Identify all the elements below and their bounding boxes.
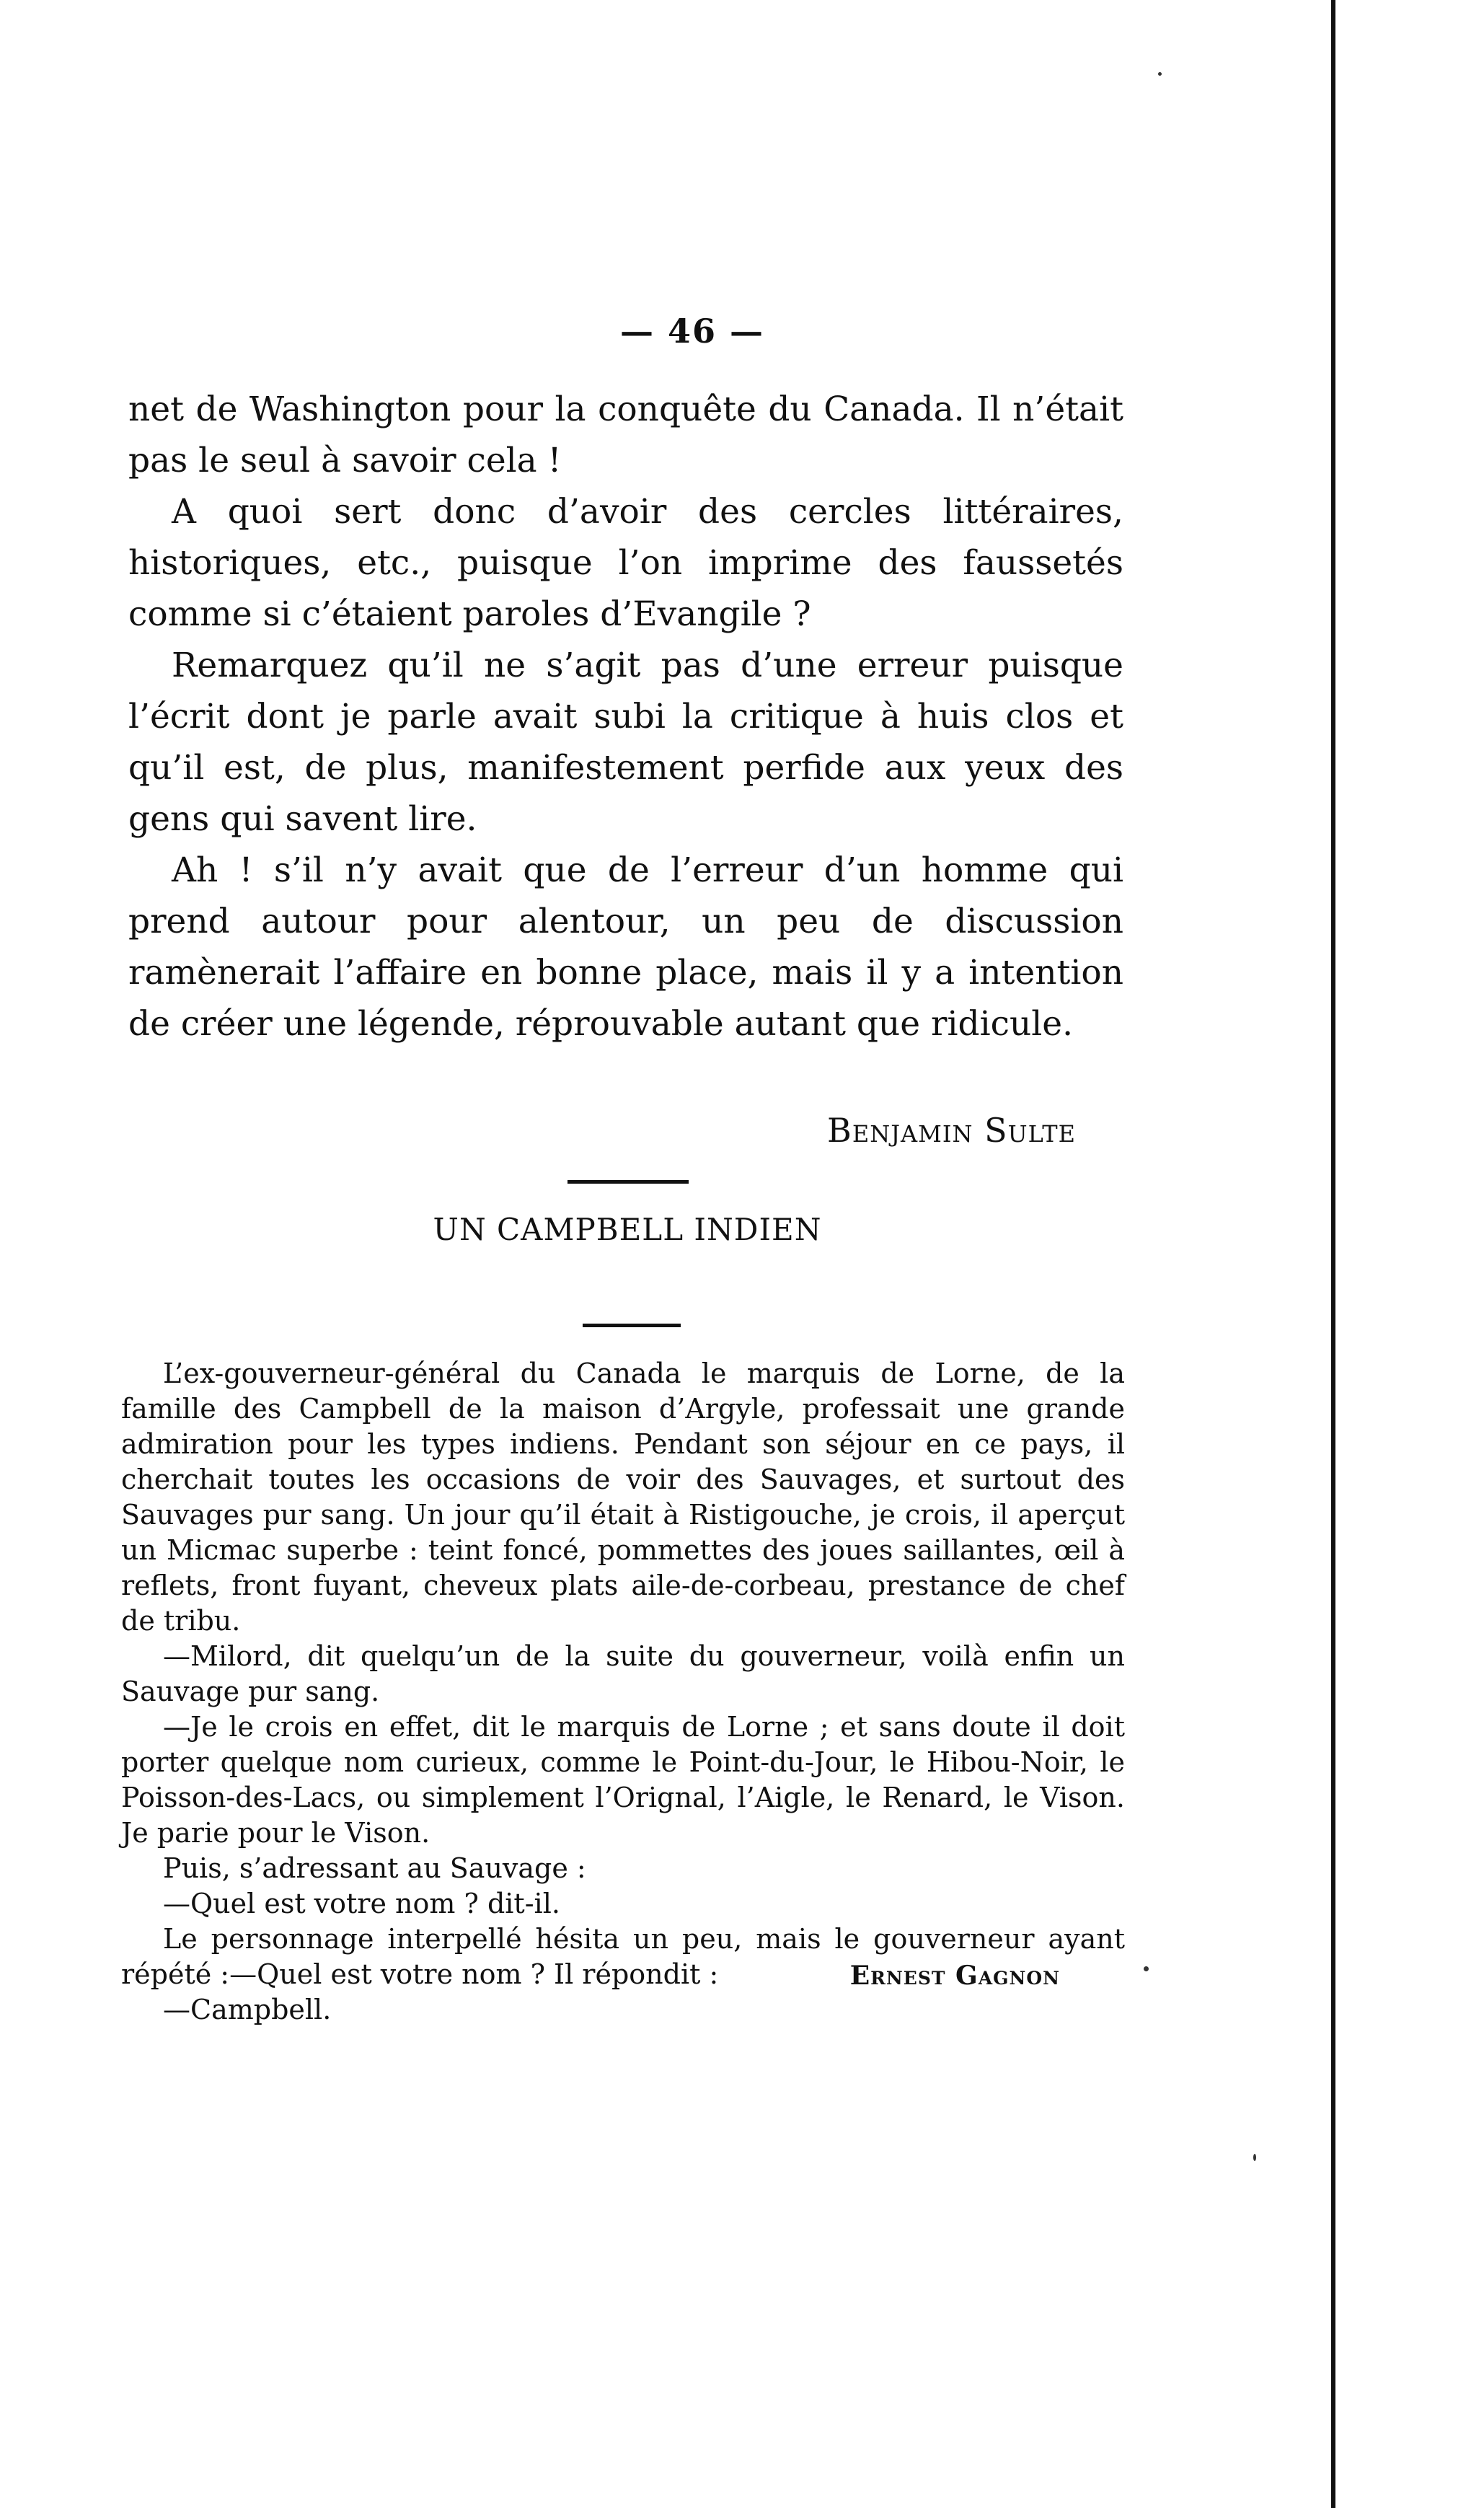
article-signature: Benjamin Sulte xyxy=(827,1111,1076,1150)
anecdote-body xyxy=(121,1356,1125,2028)
ink-speck xyxy=(1158,72,1162,76)
page-binding-edge xyxy=(1331,0,1335,2508)
section-divider xyxy=(567,1180,689,1184)
ink-speck xyxy=(1253,2154,1256,2161)
article-paragraph: Ah ! s’il n’y avait que de l’erreur d’un homme qui prend autour pour alentour, un peu de discussion ramènerait l’affaire en bonne place, mais il y a intention de créer une légende, réprouvable autant que ridicule. xyxy=(128,850,1123,1044)
anecdote-paragraph: —Campbell. xyxy=(163,1994,332,2025)
anecdote-paragraph: —Je le crois en effet, dit le marquis de Lorne ; et sans doute il doit porter quelque nom curieux, comme le Point-du-Jour, le Hibou-Noir, le Poisson-des-Lacs, ou simplement l’Orignal, l’Aigle, le Renard, le Vison. Je parie pour le Vison. xyxy=(121,1711,1125,1849)
anecdote-paragraph: Le personnage interpellé hésita un peu, mais le gouverneur ayant répété :—Quel est votre nom ? Il répondit : xyxy=(121,1923,1125,1990)
section-title: UN CAMPBELL INDIEN xyxy=(433,1212,822,1247)
anecdote-signature: Ernest Gagnon xyxy=(849,1961,1060,1991)
anecdote-paragraph: —Quel est votre nom ? dit-il. xyxy=(163,1888,560,1919)
anecdote-paragraph: Puis, s’adressant au Sauvage : xyxy=(163,1852,586,1884)
anecdote-paragraph: —Milord, dit quelqu’un de la suite du gouverneur, voilà enfin un Sauvage pur sang. xyxy=(121,1640,1125,1707)
anecdote-paragraph: L’ex-gouverneur-général du Canada le marquis de Lorne, de la famille des Campbell de la maison d’Argyle, professait une grande admiration pour les types indiens. Pendant son séjour en ce pays, il cherchait toutes les occasions de voir des Sauvages, et surtout des Sauvages pur sang. Un jour qu’il était à Ristigouche, je crois, il aperçut un Micmac superbe : teint foncé, pommettes des joues saillantes, œil à reflets, front fuyant, cheveux plats aile-de-corbeau, prestance de chef de tribu. xyxy=(121,1358,1125,1637)
article-paragraph: A quoi sert donc d’avoir des cercles littéraires, historiques, etc., puisque l’on imprime des faussetés comme si c’étaient paroles d’Evangile ? xyxy=(128,492,1123,634)
ink-speck xyxy=(1144,1966,1149,1971)
title-underline xyxy=(583,1324,681,1327)
article-paragraph: net de Washington pour la conquête du Canada. Il n’était pas le seul à savoir cela ! xyxy=(128,390,1123,480)
article-body xyxy=(128,384,1123,1050)
article-paragraph: Remarquez qu’il ne s’agit pas d’une erreur puisque l’écrit dont je parle avait subi la critique à huis clos et qu’il est, de plus, manifestement perfide aux yeux des gens qui savent lire. xyxy=(128,646,1123,839)
page-number: — 46 — xyxy=(619,312,765,351)
